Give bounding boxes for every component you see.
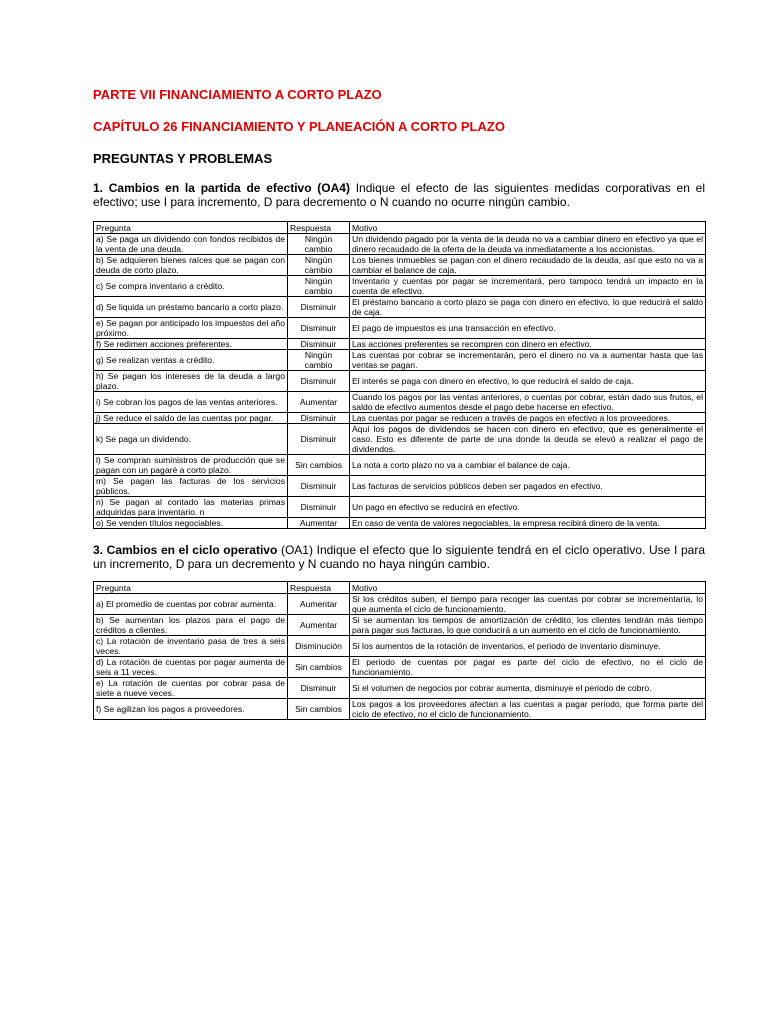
table-header-row (94, 582, 706, 594)
table-row (94, 424, 706, 455)
table-row (94, 255, 706, 276)
reason-cell: Las acciones preferentes se recompren con dinero en efectivo. (350, 339, 706, 350)
question-cell: i) Se cobran los pagos de las ventas anteriores. (94, 392, 288, 413)
table-row (94, 392, 706, 413)
reason-cell: El pago de impuestos es una transacción en efectivo. (350, 318, 706, 339)
question-cell: h) Se pagan los intereses de la deuda a largo plazo. (94, 371, 288, 392)
question-3-text: (OA1) Indique el efecto que lo siguiente tendrá en el ciclo operativo. Use I para un incremento, D para un decremento y N cuando no haya ningún cambio. (93, 543, 705, 571)
table-row (94, 615, 706, 636)
header-motivo: Motivo (350, 582, 706, 594)
answer-cell: Sin cambios (288, 455, 350, 476)
reason-cell: Si los créditos suben, el tiempo para recoger las cuentas por cobrar se incrementaría, lo que aumenta el ciclo de funcionamiento. (350, 594, 706, 615)
table-row (94, 678, 706, 699)
question-cell: a) Se paga un dividendo con fondos recibidos de la venta de una deuda. (94, 234, 288, 255)
part-heading: PARTE VII FINANCIAMIENTO A CORTO PLAZO (93, 87, 382, 102)
question-cell: f) Se agilizan los pagos a proveedores. (94, 699, 288, 720)
answer-cell: Disminuir (288, 678, 350, 699)
question-cell: b) Se adquieren bienes raíces que se pagan con deuda de corto plazo. (94, 255, 288, 276)
table-row (94, 699, 706, 720)
table-row (94, 297, 706, 318)
answer-cell: Disminución (288, 636, 350, 657)
table-row (94, 318, 706, 339)
table-row (94, 350, 706, 371)
question-cell: e) La rotación de cuentas por cobrar pasa de siete a nueve veces. (94, 678, 288, 699)
answer-cell: Ningún cambio (288, 255, 350, 276)
reason-cell: La nota a corto plazo no va a cambiar el balance de caja. (350, 455, 706, 476)
reason-cell: Si se aumentan los tiempos de amortización de crédito, los clientes tendrán más tiempo para pagar sus facturas, lo que conducirá a un aumento en el ciclo de funcionamiento. (350, 615, 706, 636)
table-row (94, 413, 706, 424)
answer-cell: Aumentar (288, 518, 350, 529)
question-1-table (93, 221, 706, 529)
question-cell: m) Se pagan las facturas de los servicios públicos. (94, 476, 288, 497)
reason-cell: El periodo de cuentas por pagar es parte del ciclo de efectivo, no el ciclo de funcionamiento. (350, 657, 706, 678)
answer-cell: Aumentar (288, 615, 350, 636)
reason-cell: Cuando los pagos por las ventas anteriores, o cuentas por cobrar, están dado sus frutos, el saldo de efectivo aumentos desde el pago debe hacerse en efectivo. (350, 392, 706, 413)
table-row (94, 497, 706, 518)
reason-cell: Si el volumen de negocios por cobrar aumenta, disminuye el periodo de cobro. (350, 678, 706, 699)
question-cell: d) Se liquida un préstamo bancario a corto plazo. (94, 297, 288, 318)
question-cell: a) El promedio de cuentas por cobrar aumenta. (94, 594, 288, 615)
header-respuesta: Respuesta (288, 582, 350, 594)
question-3-title: 3. Cambios en el ciclo operativo (93, 543, 278, 557)
question-1-table-body (94, 234, 706, 529)
question-cell: l) Se compran suministros de producción que se pagan con un pagaré a corto plazo. (94, 455, 288, 476)
reason-cell: Las cuentas por pagar se reducen a través de pagos en efectivo a los proveedores. (350, 413, 706, 424)
reason-cell: Si los aumentos de la rotación de inventarios, el periodo de inventario disminuye. (350, 636, 706, 657)
reason-cell: Las cuentas por cobrar se incrementarán, pero el dinero no va a aumentar hasta que las ventas se pagan. (350, 350, 706, 371)
question-cell: k) Se paga un dividendo. (94, 424, 288, 455)
question-1-title: 1. Cambios en la partida de efectivo (OA4) (93, 181, 350, 195)
reason-cell: En caso de venta de valores negociables, la empresa recibirá dinero de la venta. (350, 518, 706, 529)
question-3-table-body (94, 594, 706, 720)
table-row (94, 476, 706, 497)
answer-cell: Disminuir (288, 497, 350, 518)
table-row (94, 234, 706, 255)
reason-cell: El interés se paga con dinero en efectivo, lo que reducirá el saldo de caja. (350, 371, 706, 392)
answer-cell: Disminuir (288, 424, 350, 455)
table-row (94, 636, 706, 657)
answer-cell: Disminuir (288, 413, 350, 424)
reason-cell: Inventario y cuentas por pagar se incrementará, pero tampoco tendrá un impacto en la cuenta de efectivo. (350, 276, 706, 297)
question-1-text: Indique el efecto de las siguientes medidas corporativas en el efectivo; use I para incremento, D para decremento o N cuando no ocurre ningún cambio. (93, 181, 705, 209)
reason-cell: Los bienes inmuebles se pagan con el dinero recaudado de la deuda, así que esto no va a cambiar el balance de caja. (350, 255, 706, 276)
answer-cell: Disminuir (288, 297, 350, 318)
table-row (94, 339, 706, 350)
question-1-intro (93, 181, 705, 209)
header-pregunta: Pregunta (94, 222, 288, 234)
answer-cell: Sin cambios (288, 657, 350, 678)
header-pregunta: Pregunta (94, 582, 288, 594)
question-cell: n) Se pagan al contado las materias primas adquiridas para inventario. n (94, 497, 288, 518)
header-respuesta: Respuesta (288, 222, 350, 234)
table-row (94, 276, 706, 297)
reason-cell: Las facturas de servicios públicos deben ser pagados en efectivo. (350, 476, 706, 497)
question-cell: c) La rotación de inventario pasa de tres a seis veces. (94, 636, 288, 657)
answer-cell: Disminuir (288, 318, 350, 339)
answer-cell: Ningún cambio (288, 276, 350, 297)
question-cell: f) Se redimen acciones preferentes. (94, 339, 288, 350)
table-row (94, 657, 706, 678)
table-row (94, 518, 706, 529)
reason-cell: Un pago en efectivo se reducirá en efectivo. (350, 497, 706, 518)
question-cell: g) Se realizan ventas a crédito. (94, 350, 288, 371)
question-3-intro (93, 543, 705, 571)
answer-cell: Ningún cambio (288, 350, 350, 371)
question-cell: d) La rotación de cuentas por pagar aumenta de seis a 11 veces. (94, 657, 288, 678)
reason-cell: El préstamo bancario a corto plazo se paga con dinero en efectivo, lo que reducirá el saldo de caja. (350, 297, 706, 318)
chapter-heading: CAPÍTULO 26 FINANCIAMIENTO Y PLANEACIÓN A CORTO PLAZO (93, 119, 505, 134)
answer-cell: Ningún cambio (288, 234, 350, 255)
question-cell: c) Se compra inventario a crédito. (94, 276, 288, 297)
question-cell: j) Se reduce el saldo de las cuentas por pagar. (94, 413, 288, 424)
question-cell: b) Se aumentan los plazos para el pago de créditos a clientes. (94, 615, 288, 636)
answer-cell: Disminuir (288, 476, 350, 497)
reason-cell: Aquí los pagos de dividendos se hacen con dinero en efectivo, que es generalmente el caso. Esto es diferente de parte de una donde la deuda se elevó a realizar el pago de dividendos. (350, 424, 706, 455)
answer-cell: Aumentar (288, 594, 350, 615)
table-header-row (94, 222, 706, 234)
reason-cell: Los pagos a los proveedores afectan a las cuentas a pagar periodo, que forma parte del ciclo de efectivo, no el ciclo de funcionamiento. (350, 699, 706, 720)
answer-cell: Sin cambios (288, 699, 350, 720)
section-heading: PREGUNTAS Y PROBLEMAS (93, 151, 273, 166)
question-cell: o) Se venden títulos negociables. (94, 518, 288, 529)
question-3-table (93, 581, 706, 720)
header-motivo: Motivo (350, 222, 706, 234)
table-row (94, 594, 706, 615)
document-page (93, 82, 705, 720)
answer-cell: Disminuir (288, 371, 350, 392)
table-row (94, 371, 706, 392)
answer-cell: Disminuir (288, 339, 350, 350)
table-row (94, 455, 706, 476)
question-cell: e) Se pagan por anticipado los impuestos del año próximo. (94, 318, 288, 339)
answer-cell: Aumentar (288, 392, 350, 413)
reason-cell: Un dividendo pagado por la venta de la deuda no va a cambiar dinero en efectivo ya que el dinero recaudado de la oferta de la deuda va inmediatamente a los accionistas. (350, 234, 706, 255)
